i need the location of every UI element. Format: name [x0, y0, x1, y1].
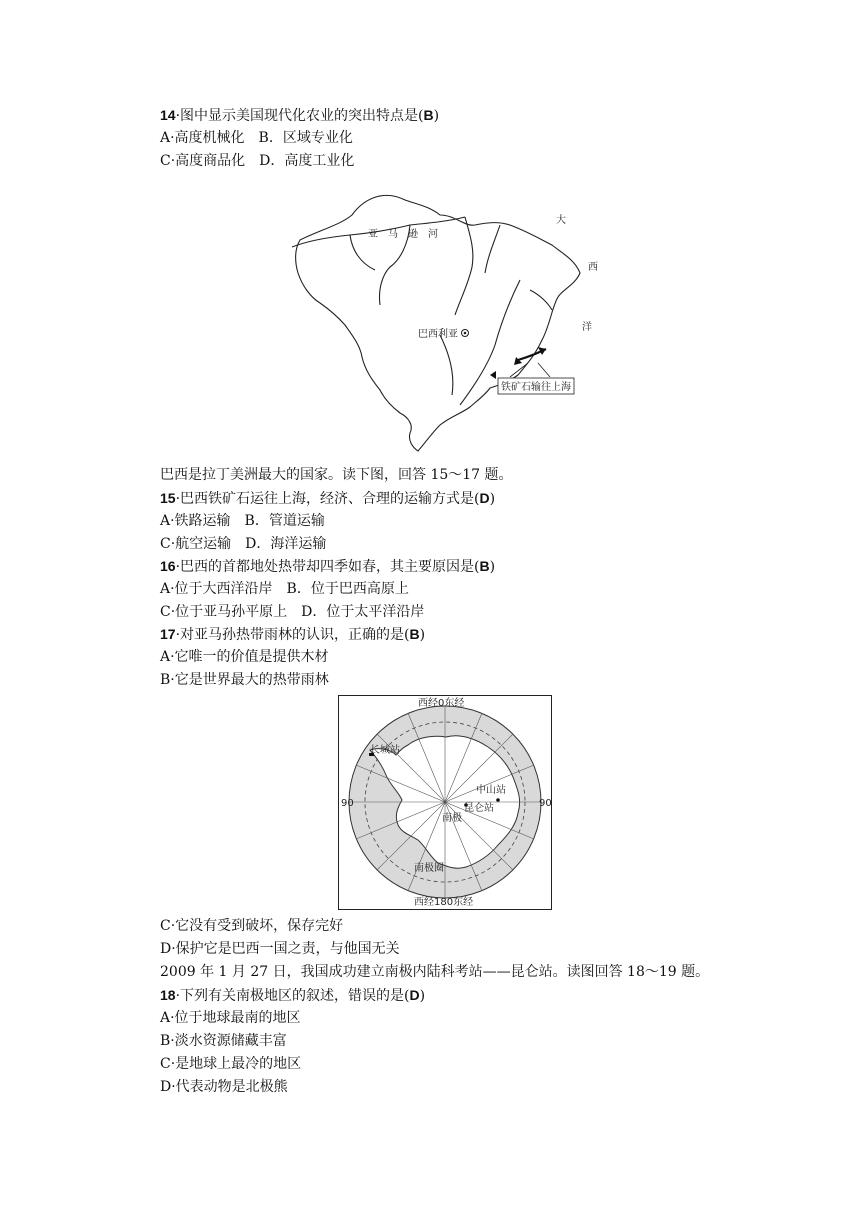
paren: ) — [489, 491, 496, 507]
answer: B — [423, 107, 434, 123]
question-stem: ·图中显示美国现代化农业的突出特点是( — [175, 108, 424, 124]
question-16 — [160, 556, 495, 577]
paren: ) — [419, 627, 426, 643]
zhongshan-station-marker — [496, 798, 500, 802]
capital-dot — [464, 332, 467, 335]
question-14 — [160, 105, 439, 126]
option-line: A·铁路运输 B．管道运输 — [160, 513, 325, 529]
question-18 — [160, 985, 425, 1006]
callout-leader — [510, 363, 550, 377]
option-line: A·位于大西洋沿岸 B．位于巴西高原上 — [160, 581, 409, 597]
answer: B — [479, 558, 490, 574]
question-number: 17 — [160, 626, 176, 642]
option-line: C·高度商品化 D．高度工业化 — [160, 153, 355, 169]
option-line: B·它是世界最大的热带雨林 — [160, 672, 329, 688]
answer: B — [409, 626, 420, 642]
answer: D — [409, 987, 420, 1003]
paren: ) — [489, 559, 496, 575]
top-meridian-label: 西经0东经 — [418, 698, 465, 709]
reading-prompt: 巴西是拉丁美洲最大的国家。读下图，回答 15～17 题。 — [160, 467, 513, 483]
antarctic-map — [338, 695, 552, 910]
great-wall-station-label: 长城站 — [370, 745, 400, 756]
answer: D — [479, 490, 490, 506]
brazil-map — [290, 185, 610, 460]
question-stem: ·巴西铁矿石运往上海，经济、合理的运输方式是( — [175, 491, 480, 507]
option-line: A·位于地球最南的地区 — [160, 1010, 301, 1026]
option-line: A·它唯一的价值是提供木材 — [160, 649, 329, 665]
ocean-label: 大 — [556, 215, 566, 226]
question-stem: ·对亚马孙热带雨林的认识，正确的是( — [175, 627, 410, 643]
kunlun-station-label: 昆仑站 — [464, 803, 494, 814]
river-label: 亚 马 逊 河 — [368, 229, 438, 240]
option-line: C·位于亚马孙平原上 D．位于太平洋沿岸 — [160, 604, 425, 620]
option-line: C·航空运输 D．海洋运输 — [160, 536, 327, 552]
antarctic-circle-label: 南极圈 — [414, 863, 444, 874]
option-line: B·淡水资源储藏丰富 — [160, 1033, 287, 1049]
question-number: 15 — [160, 490, 176, 506]
paren: ) — [419, 988, 426, 1004]
ocean-label: 西 — [588, 262, 598, 273]
question-number: 18 — [160, 987, 176, 1003]
callout-label: 铁矿石输往上海 — [501, 382, 571, 393]
question-number: 14 — [160, 107, 176, 123]
capital-label: 巴西利亚 — [418, 329, 458, 340]
question-15 — [160, 488, 495, 509]
option-line: A·高度机械化 B．区域专业化 — [160, 130, 353, 146]
question-17 — [160, 624, 425, 645]
question-stem: ·巴西的首都地处热带却四季如春，其主要原因是( — [175, 559, 480, 575]
left-meridian-label: 90 — [341, 798, 354, 809]
reading-prompt: 2009 年 1 月 27 日，我国成功建立南极内陆科考站——昆仑站。读图回答 18～19 题。 — [160, 964, 710, 980]
option-line: C·它没有受到破坏，保存完好 — [160, 918, 344, 934]
zhongshan-station-label: 中山站 — [476, 785, 506, 796]
option-line: C·是地球上最冷的地区 — [160, 1056, 302, 1072]
right-meridian-label: 90 — [539, 798, 552, 809]
question-stem: ·下列有关南极地区的叙述，错误的是( — [175, 988, 410, 1004]
question-number: 16 — [160, 558, 176, 574]
option-line: D·代表动物是北极熊 — [160, 1079, 288, 1095]
south-pole-label: 南极 — [442, 813, 462, 824]
paren: ) — [433, 108, 440, 124]
ocean-label: 洋 — [582, 322, 592, 333]
mine-symbol-icon — [490, 371, 496, 379]
option-line: D·保护它是巴西一国之责，与他国无关 — [160, 941, 400, 957]
meridian-lines — [349, 706, 541, 898]
bottom-meridian-label: 西经180东经 — [414, 897, 474, 908]
